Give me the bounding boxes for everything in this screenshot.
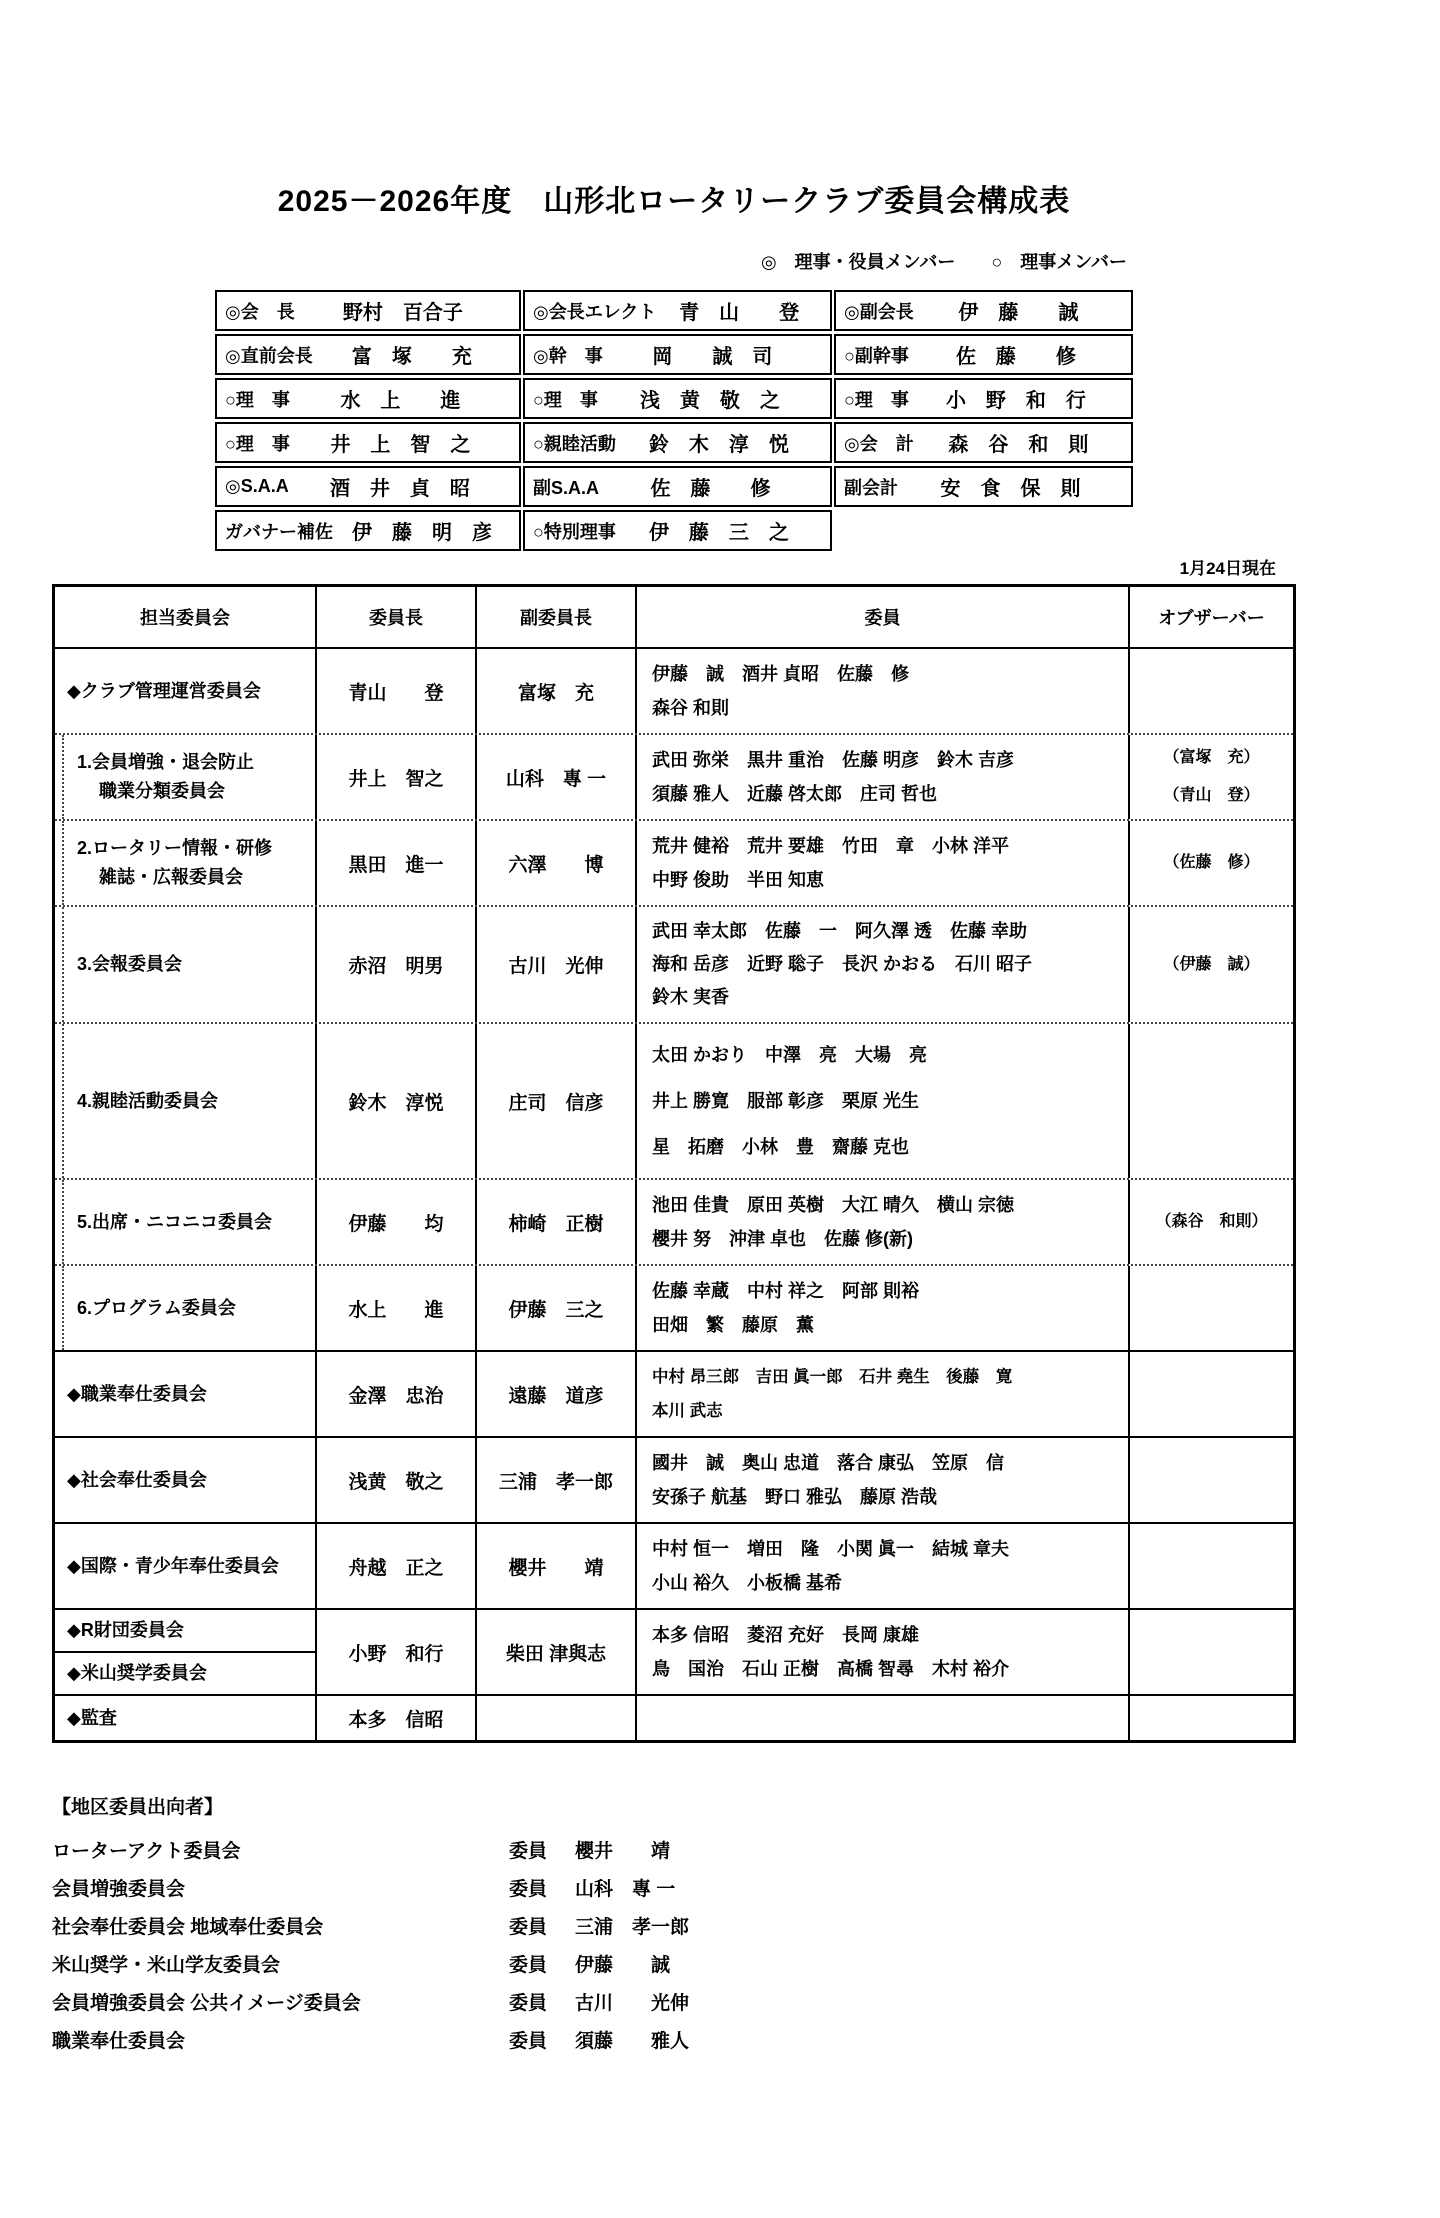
member-line: 伊藤 誠 酒井 貞昭 佐藤 修 — [652, 664, 909, 684]
committee-row — [55, 1436, 1293, 1522]
member-line: 太田 かおり 中澤 亮 大場 亮 — [652, 1045, 927, 1065]
committee-name: ◆国際・青少年奉仕委員会 — [67, 1555, 279, 1576]
observer-cell — [1128, 1180, 1293, 1264]
officer-table — [215, 290, 1133, 551]
officer-name: 水 上 進 — [340, 390, 461, 412]
officer-cell — [523, 334, 832, 375]
member-line: 森谷 和則 — [652, 698, 730, 718]
committee-row — [55, 1178, 1293, 1264]
member-line: 鳥 国治 石山 正樹 高橋 智尋 木村 裕介 — [652, 1659, 1010, 1679]
chair-cell: 水上 進 — [315, 1266, 475, 1350]
observer-cell — [1128, 907, 1293, 1022]
officer-role-label: 副会計 — [844, 477, 898, 498]
officer-cell — [523, 378, 832, 419]
dispatch-role-label: 委員 — [509, 1955, 548, 1976]
dispatch-committee: 米山奨学・米山学友委員会 — [52, 1955, 281, 1976]
officer-cell — [215, 510, 521, 551]
officer-cell — [215, 378, 521, 419]
committee-name: ◆職業奉仕委員会 — [67, 1383, 207, 1404]
dispatch-role-label: 委員 — [509, 1993, 548, 2014]
chair-cell: 井上 智之 — [315, 735, 475, 819]
committee-name: 1.会員増強・退会防止 — [77, 752, 255, 772]
committee-name: ◆米山奨学委員会 — [55, 1651, 315, 1694]
officer-role-label: ◎直前会長 — [225, 345, 313, 366]
members-cell — [635, 1610, 1128, 1694]
members-cell — [635, 907, 1128, 1022]
officer-name: 森 谷 和 則 — [948, 434, 1089, 456]
officer-row — [215, 422, 1133, 463]
dispatch-heading: 【地区委員出向者】 — [52, 1797, 224, 1818]
members-cell — [635, 1438, 1128, 1522]
officer-cell — [215, 422, 521, 463]
officer-role-label: ガバナー補佐 — [225, 521, 333, 542]
chair-cell: 黒田 進一 — [315, 821, 475, 905]
dispatch-row — [52, 1909, 1296, 1947]
officer-name: 佐 藤 修 — [650, 478, 771, 500]
dispatch-role-label: 委員 — [509, 2031, 548, 2052]
header-cell: 委員 — [635, 587, 1128, 647]
members-cell — [635, 821, 1128, 905]
officer-name: 富 塚 充 — [351, 346, 472, 368]
committee-table-header — [55, 587, 1293, 647]
dispatch-committee: 職業奉仕委員会 — [52, 2031, 186, 2052]
member-legend: ◎ 理事・役員メンバー ○ 理事メンバー — [760, 252, 1127, 272]
members-cell — [635, 1524, 1128, 1608]
committee-cell — [55, 1524, 315, 1608]
vice-chair-cell: 庄司 信彦 — [475, 1024, 635, 1178]
committee-cell — [55, 1180, 315, 1264]
officer-role-label: ◎会 長 — [225, 301, 295, 322]
committee-name: 雑誌・広報委員会 — [99, 867, 243, 887]
observer-cell — [1128, 649, 1293, 733]
observer-line: （森谷 和則） — [1155, 1213, 1268, 1230]
officer-name: 小 野 和 行 — [945, 390, 1086, 412]
members-cell — [635, 1024, 1128, 1178]
header-cell: 担当委員会 — [140, 608, 230, 628]
officer-role-label: ○特別理事 — [533, 521, 616, 542]
officer-role-label: ◎副会長 — [844, 301, 914, 322]
committee-name: 6.プログラム委員会 — [77, 1297, 236, 1318]
officer-row — [215, 466, 1133, 507]
header-cell: 副委員長 — [475, 587, 635, 647]
officer-role-label: ○理 事 — [225, 433, 290, 454]
page-title: 2025－2026年度 山形北ロータリークラブ委員会構成表 — [277, 185, 1071, 218]
vice-chair-cell: 伊藤 三之 — [475, 1266, 635, 1350]
member-line: 海和 岳彦 近野 聡子 長沢 かおる 石川 昭子 — [652, 954, 1033, 974]
member-line: 安孫子 航基 野口 雅弘 藤原 浩哉 — [652, 1487, 938, 1507]
committee-cell — [55, 735, 315, 819]
dispatch-row — [52, 1871, 1296, 1909]
members-cell — [635, 1180, 1128, 1264]
dispatch-committee: ローターアクト委員会 — [52, 1841, 241, 1862]
member-line: 井上 勝寛 服部 彰彦 栗原 光生 — [652, 1091, 920, 1111]
dispatch-member-name: 古川 光伸 — [575, 1993, 690, 2014]
dispatch-role-label: 委員 — [509, 1879, 548, 1900]
officer-role-label: 副S.A.A — [533, 477, 600, 498]
chair-cell: 青山 登 — [315, 649, 475, 733]
committee-row — [55, 819, 1293, 905]
officer-row — [215, 334, 1133, 375]
dispatch-row — [52, 1833, 1296, 1871]
member-line: 須藤 雅人 近藤 啓太郎 庄司 哲也 — [652, 784, 938, 804]
officer-role-label: ○理 事 — [533, 389, 598, 410]
committee-cell — [55, 1438, 315, 1522]
observer-cell — [1128, 1610, 1293, 1694]
officer-name: 佐 藤 修 — [955, 346, 1076, 368]
dispatch-committee: 会員増強委員会 — [52, 1879, 186, 1900]
officer-row — [215, 378, 1133, 419]
officer-cell — [215, 334, 521, 375]
member-line: 田畑 繁 藤原 薫 — [652, 1315, 814, 1335]
committee-row — [55, 1522, 1293, 1608]
officer-row — [215, 290, 1133, 331]
officer-name: 伊 藤 誠 — [958, 302, 1079, 324]
officer-role-label: ○親睦活動 — [533, 433, 616, 454]
vice-chair-cell: 柴田 津與志 — [475, 1610, 635, 1694]
observer-cell — [1128, 735, 1293, 819]
officer-cell — [834, 334, 1133, 375]
officer-name: 野村 百合子 — [342, 302, 463, 324]
member-line: 佐藤 幸蔵 中村 祥之 阿部 則裕 — [652, 1281, 920, 1301]
committee-row — [55, 1264, 1293, 1350]
officer-role-label: ○副幹事 — [844, 345, 909, 366]
officer-name: 岡 誠 司 — [652, 346, 773, 368]
member-line: 中村 昂三郎 吉田 眞一郎 石井 堯生 後藤 寛 — [652, 1368, 1013, 1386]
member-line: 星 拓磨 小林 豊 齋藤 克也 — [652, 1137, 909, 1157]
officer-name: 安 食 保 則 — [940, 478, 1081, 500]
member-line: 鈴木 実香 — [652, 987, 730, 1007]
dispatch-role-label: 委員 — [509, 1841, 548, 1862]
officer-cell — [523, 466, 832, 507]
vice-chair-cell: 三浦 孝一郎 — [475, 1438, 635, 1522]
dispatch-member-name: 櫻井 靖 — [575, 1841, 671, 1862]
chair-cell: 浅黄 敬之 — [315, 1438, 475, 1522]
observer-cell — [1128, 1266, 1293, 1350]
member-line: 本川 武志 — [652, 1402, 723, 1420]
observer-cell — [1128, 1438, 1293, 1522]
member-line: 國井 誠 奥山 忠道 落合 康弘 笠原 信 — [652, 1453, 1004, 1473]
dispatch-member-name: 山科 專 一 — [575, 1879, 676, 1900]
member-line: 武田 弥栄 黒井 重治 佐藤 明彦 鈴木 吉彦 — [652, 750, 1015, 770]
chair-cell: 小野 和行 — [315, 1610, 475, 1694]
officer-role-label: ◎会長エレクト — [533, 301, 657, 322]
committee-cell — [55, 1352, 315, 1436]
committee-cell — [55, 649, 315, 733]
officer-cell — [834, 422, 1133, 463]
observer-cell — [1128, 1352, 1293, 1436]
officer-name: 伊 藤 明 彦 — [352, 522, 492, 544]
vice-chair-cell: 富塚 充 — [475, 649, 635, 733]
officer-name: 鈴 木 淳 悦 — [648, 434, 789, 456]
committee-cell — [55, 1024, 315, 1178]
observer-cell — [1128, 821, 1293, 905]
officer-role-label: ○理 事 — [844, 389, 909, 410]
officer-name: 青 山 登 — [679, 302, 800, 324]
committee-row — [55, 647, 1293, 733]
committee-row — [55, 1350, 1293, 1436]
observer-line: （佐藤 修） — [1163, 854, 1260, 871]
officer-role-label: ◎S.A.A — [225, 476, 289, 496]
member-line: 櫻井 努 沖津 卓也 佐藤 修(新) — [652, 1229, 913, 1249]
as-of-date: 1月24日現在 — [1179, 559, 1276, 578]
committee-name: ◆R財団委員会 — [67, 1620, 184, 1640]
officer-cell — [834, 378, 1133, 419]
chair-cell: 鈴木 淳悦 — [315, 1024, 475, 1178]
officer-name: 井 上 智 之 — [330, 434, 471, 456]
dispatch-member-name: 須藤 雅人 — [575, 2031, 690, 2052]
committee-row — [55, 1022, 1293, 1178]
officer-cell — [523, 290, 832, 331]
dispatch-rows — [52, 1833, 1296, 2061]
dispatch-row — [52, 1947, 1296, 1985]
committee-table — [52, 584, 1296, 1743]
observer-cell — [1128, 1024, 1293, 1178]
observer-line: （伊藤 誠） — [1163, 955, 1260, 973]
chair-cell: 舟越 正之 — [315, 1524, 475, 1608]
committee-cell — [55, 821, 315, 905]
committee-cell — [55, 1696, 315, 1740]
member-line: 中野 俊助 半田 知恵 — [652, 870, 825, 890]
vice-chair-cell: 山科 專 一 — [475, 735, 635, 819]
committee-name: 2.ロータリー情報・研修 — [77, 838, 273, 858]
header-cell: オブザーバー — [1128, 587, 1293, 647]
committee-name: 5.出席・ニコニコ委員会 — [77, 1211, 273, 1232]
dispatch-committee: 社会奉仕委員会 地域奉仕委員会 — [52, 1917, 324, 1938]
vice-chair-cell: 六澤 博 — [475, 821, 635, 905]
officer-role-label: ◎会 計 — [844, 433, 914, 454]
committee-row — [55, 1694, 1293, 1740]
committee-name: 職業分類委員会 — [99, 781, 225, 801]
header-cell: 委員長 — [315, 587, 475, 647]
committee-cell — [55, 1610, 315, 1694]
dispatch-member-name: 伊藤 誠 — [575, 1955, 671, 1976]
committee-row — [55, 1608, 1293, 1694]
officer-name: 浅 黄 敬 之 — [639, 390, 780, 412]
committee-name: 3.会報委員会 — [77, 954, 183, 974]
officer-cell — [834, 466, 1133, 507]
vice-chair-cell: 遠藤 道彦 — [475, 1352, 635, 1436]
dispatch-row — [52, 1985, 1296, 2023]
dispatch-member-name: 三浦 孝一郎 — [575, 1917, 690, 1938]
officer-cell — [523, 510, 832, 551]
dispatch-committee: 会員増強委員会 公共イメージ委員会 — [52, 1993, 361, 2014]
observer-cell — [1128, 1524, 1293, 1608]
vice-chair-cell: 柿崎 正樹 — [475, 1180, 635, 1264]
officer-name: 酒 井 貞 昭 — [329, 478, 470, 500]
officer-name: 伊 藤 三 之 — [648, 522, 789, 544]
document-page — [52, 182, 1296, 2061]
committee-row — [55, 905, 1293, 1022]
observer-cell — [1128, 1696, 1293, 1740]
committee-name: ◆社会奉仕委員会 — [67, 1469, 207, 1490]
dispatch-section — [52, 1793, 1296, 2061]
committee-cell — [55, 907, 315, 1022]
member-line: 荒井 健裕 荒井 要雄 竹田 章 小林 洋平 — [652, 836, 1010, 856]
member-line: 本多 信昭 菱沼 充好 長岡 康雄 — [652, 1625, 920, 1645]
chair-cell: 金澤 忠治 — [315, 1352, 475, 1436]
members-cell — [635, 1266, 1128, 1350]
chair-cell: 赤沼 明男 — [315, 907, 475, 1022]
vice-chair-cell: 古川 光伸 — [475, 907, 635, 1022]
members-cell — [635, 1352, 1128, 1436]
member-line: 小山 裕久 小板橋 基希 — [652, 1573, 843, 1593]
vice-chair-cell — [475, 1696, 635, 1740]
officer-row — [215, 510, 1133, 551]
chair-cell: 伊藤 均 — [315, 1180, 475, 1264]
chair-cell: 本多 信昭 — [315, 1696, 475, 1740]
dispatch-row — [52, 2023, 1296, 2061]
members-cell — [635, 649, 1128, 733]
committee-name: 4.親睦活動委員会 — [77, 1090, 219, 1111]
member-line: 中村 恒一 増田 隆 小関 眞一 結城 章夫 — [652, 1539, 1010, 1559]
committee-row — [55, 733, 1293, 819]
officer-cell — [215, 290, 521, 331]
committee-cell — [55, 1266, 315, 1350]
officer-cell — [834, 290, 1133, 331]
officer-role-label: ◎幹 事 — [533, 345, 603, 366]
officer-cell — [523, 422, 832, 463]
member-line: 武田 幸太郎 佐藤 一 阿久澤 透 佐藤 幸助 — [652, 921, 1028, 941]
members-cell — [635, 735, 1128, 819]
officer-role-label: ○理 事 — [225, 389, 290, 410]
observer-line: （青山 登） — [1163, 787, 1260, 804]
officer-cell — [215, 466, 521, 507]
members-cell — [635, 1696, 1128, 1740]
dispatch-role-label: 委員 — [509, 1917, 548, 1938]
vice-chair-cell: 櫻井 靖 — [475, 1524, 635, 1608]
member-line: 池田 佳貴 原田 英樹 大江 晴久 横山 宗徳 — [652, 1195, 1015, 1215]
committee-name: ◆監査 — [67, 1707, 117, 1728]
committee-name: ◆クラブ管理運営委員会 — [67, 680, 261, 701]
observer-line: （富塚 充） — [1163, 749, 1260, 766]
